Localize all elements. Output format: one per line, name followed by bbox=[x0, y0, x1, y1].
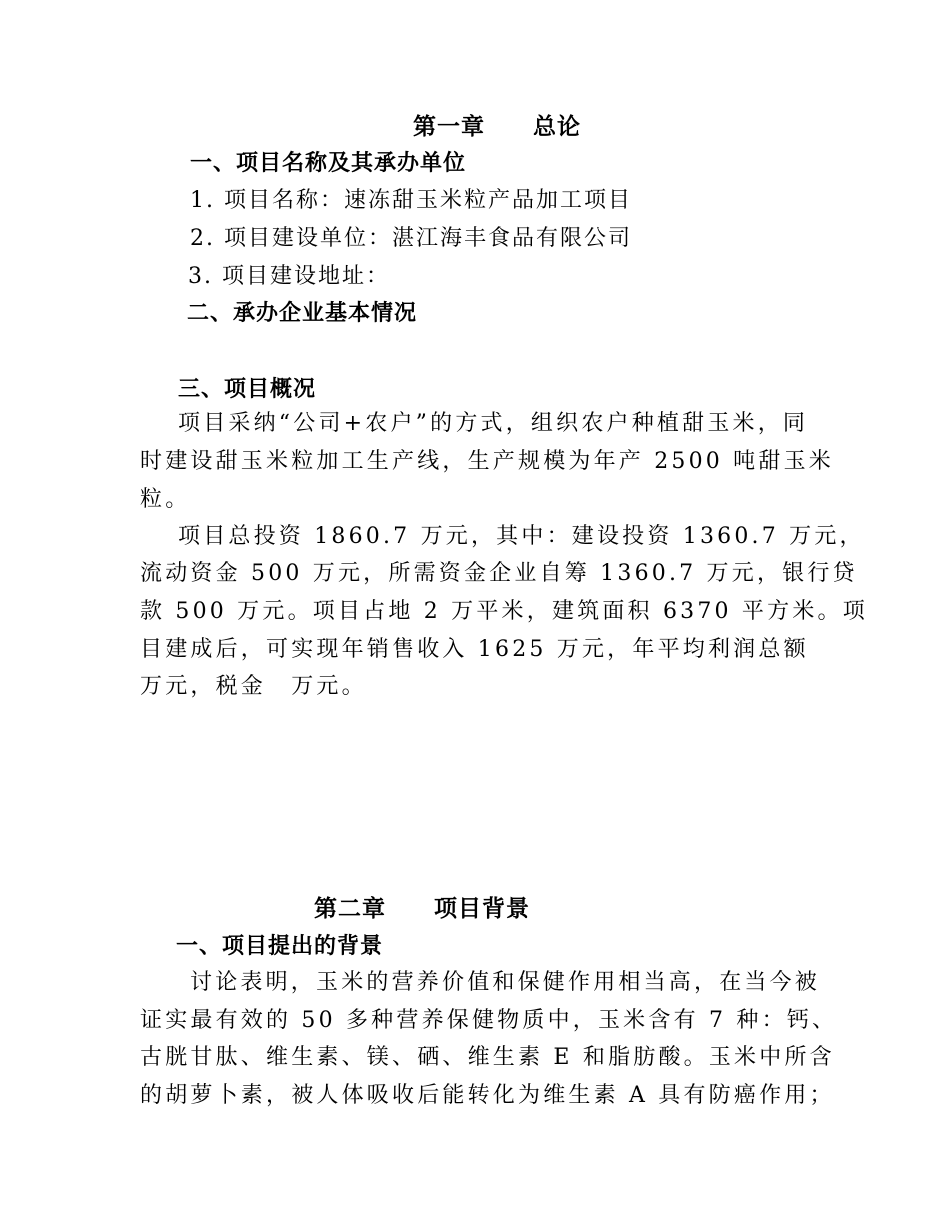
background-para-line2: 证实最有效的 50 多种营养保健物质中，玉米含有 7 种：钙、 bbox=[140, 1008, 838, 1033]
overview-para1-line1: 项目采纳“公司+农户”的方式，组织农户种植甜玉米，同 bbox=[178, 411, 809, 436]
project-address-item: 3. 项目建设地址： bbox=[188, 264, 390, 289]
project-unit-item: 2. 项目建设单位：湛江海丰食品有限公司 bbox=[190, 226, 632, 251]
background-para-line3: 古胱甘肽、维生素、镁、硒、维生素 E 和脂肪酸。玉米中所含 bbox=[140, 1045, 835, 1070]
overview-para1-line2: 时建设甜玉米粒加工生产线，生产规模为年产 2500 吨甜玉米 bbox=[140, 449, 834, 474]
overview-para2-line1: 项目总投资 1860.7 万元，其中：建设投资 1360.7 万元， bbox=[178, 524, 865, 549]
chapter-2-section-1-heading: 一、项目提出的背景 bbox=[176, 933, 384, 959]
section-1-heading: 一、项目名称及其承办单位 bbox=[190, 150, 467, 176]
overview-para2-line5: 万元，税金 万元。 bbox=[140, 674, 367, 699]
chapter-2-title: 第二章 项目背景 bbox=[314, 895, 530, 922]
overview-para2-line2: 流动资金 500 万元，所需资金企业自筹 1360.7 万元，银行贷 bbox=[140, 561, 858, 586]
overview-para1-line3: 粒。 bbox=[140, 487, 191, 512]
overview-para2-line3: 款 500 万元。项目占地 2 万平米，建筑面积 6370 平方米。项 bbox=[140, 599, 868, 624]
chapter-1-title: 第一章 总论 bbox=[413, 113, 581, 140]
background-para-line1: 讨论表明，玉米的营养价值和保健作用相当高，在当今被 bbox=[190, 970, 821, 995]
overview-para2-line4: 目建成后，可实现年销售收入 1625 万元，年平均利润总额 bbox=[140, 637, 809, 662]
background-para-line4: 的胡萝卜素，被人体吸收后能转化为维生素 A 具有防癌作用； bbox=[140, 1083, 835, 1108]
section-2-heading: 二、承办企业基本情况 bbox=[187, 300, 418, 326]
section-3-heading: 三、项目概况 bbox=[178, 376, 317, 402]
project-name-item: 1. 项目名称：速冻甜玉米粒产品加工项目 bbox=[190, 188, 632, 213]
